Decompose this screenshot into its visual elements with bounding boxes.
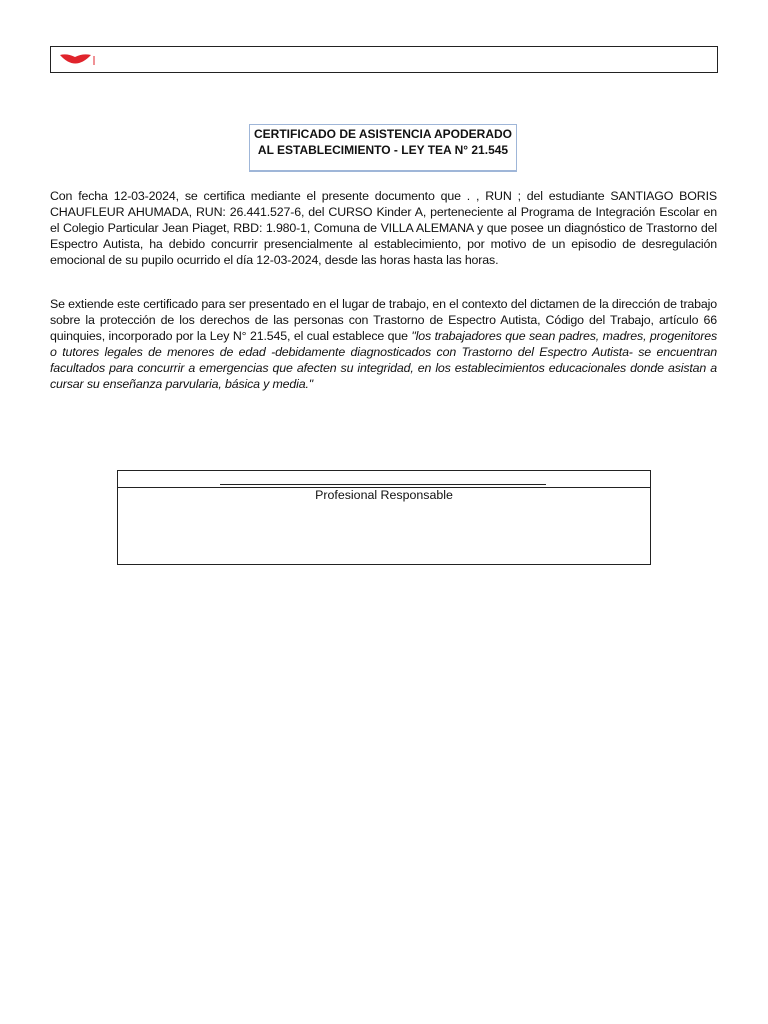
- signature-label: Profesional Responsable: [315, 488, 453, 502]
- signature-line: [220, 484, 546, 485]
- red-semicircle-logo-icon: [57, 50, 97, 68]
- paragraph-certification: Con fecha 12-03-2024, se certifica mediante el presente documento que . , RUN ; del estudiante SANTIAGO BORIS CHAUFLEUR AHUMADA, RUN: 26.441.527-6, del CURSO Kinder A, perteneciente al Programa de Integración Escolar en el Colegio Particular Jean Piaget, RBD: 1.980-1, Comuna de VILLA ALEMANA y que posee un diagnóstico de Trastorno del Espectro Autista, ha debido concurrir presencialmente al establecimiento, por motivo de un episodio de desregulación emocional de su pupilo ocurrido el día 12-03-2024, desde las horas hasta las horas.: [50, 189, 717, 267]
- legal-quote: "los trabajadores que sean padres, madres, progenitores o tutores legales de menores de edad -debidamente diagnosticados con Trastorno del Espectro Autista- se encuentran facultados para concurrir a emergencias que afecten su integridad, en los establecimientos educacionales donde asistan a cursar su enseñanza parvularia, básica y media.": [50, 329, 717, 391]
- paragraph-legal-text: Se extiende este certificado para ser presentado en el lugar de trabajo, en el contexto del dictamen de la dirección de trabajo sobre la protección de los derechos de las personas con Trastorno de Espectro Autista, Código del Trabajo, artículo 66 quinquies, incorporado por la Ley N° 21.545, el cual establece que: [50, 297, 717, 343]
- title-line-1: CERTIFICADO DE ASISTENCIA APODERADO: [253, 127, 512, 141]
- signature-box: [117, 470, 651, 565]
- certificate-title: [249, 124, 517, 172]
- title-line-2: AL ESTABLECIMIENTO - LEY TEA N° 21.545: [257, 143, 509, 157]
- paragraph-legal-basis: [50, 296, 717, 392]
- signature-row: [118, 471, 650, 488]
- header-box: [50, 46, 718, 73]
